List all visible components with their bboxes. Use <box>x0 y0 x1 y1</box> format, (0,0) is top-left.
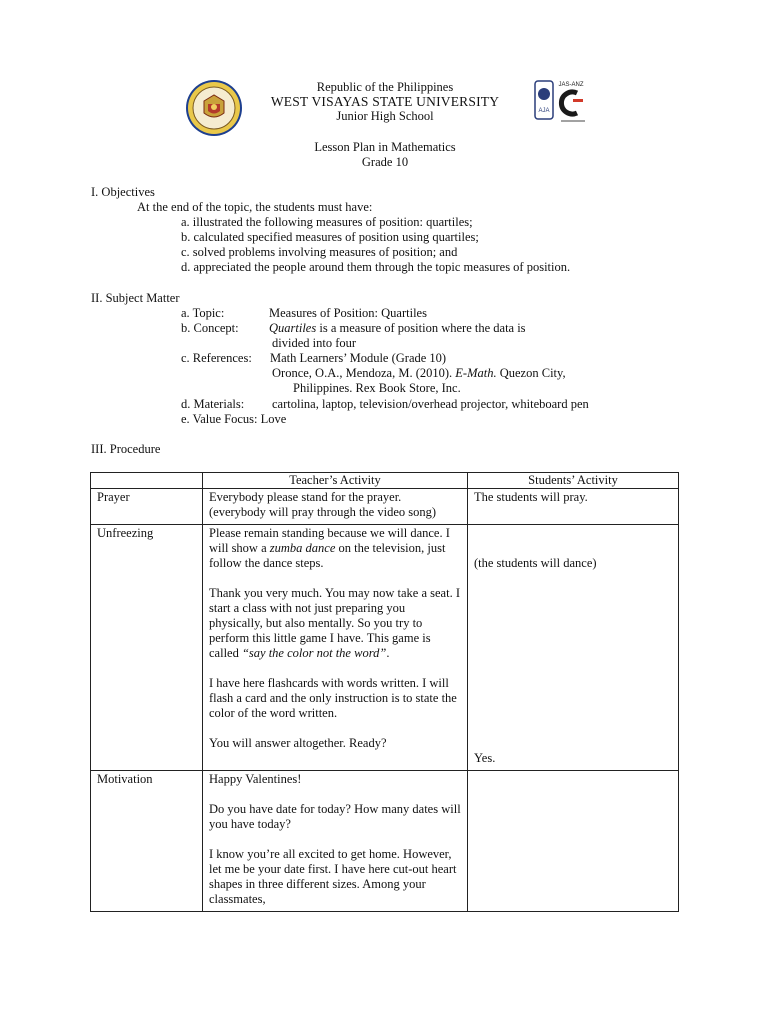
phase-label: Unfreezing <box>91 525 203 771</box>
procedure-table <box>90 472 679 912</box>
republic-line: Republic of the Philippines <box>316 80 454 94</box>
students-activity-header: Students’ Activity <box>468 473 679 489</box>
materials-value: cartolina, laptop, television/overhead projector, whiteboard pen <box>272 397 589 411</box>
aja-jasanz-certification-icon <box>533 79 589 125</box>
university-name: WEST VISAYAS STATE UNIVERSITY <box>270 94 500 109</box>
concept-label: b. Concept: <box>181 321 239 335</box>
procedure-heading: III. Procedure <box>91 442 161 456</box>
table-row-prayer <box>91 489 679 525</box>
reference-2 <box>272 366 566 381</box>
table-header-row <box>91 473 679 489</box>
students-ready-response: Yes. <box>474 751 496 765</box>
table-row-motivation <box>91 771 679 912</box>
school-name: Junior High School <box>336 109 434 123</box>
topic-label: a. Topic: <box>181 306 225 320</box>
teacher-activity <box>203 771 468 912</box>
students-activity <box>468 525 679 771</box>
table-row-unfreezing <box>91 525 679 771</box>
concept-value <box>269 321 526 336</box>
unfreezing-game-intro: Thank you very much. You may now take a seat. I start a class with not just preparing you physically, but also mentally. So you try to perform this little game I have. This game is called “say the color not the word”. <box>209 586 460 660</box>
unfreezing-ready-prompt: You will answer altogether. Ready? <box>209 736 387 750</box>
students-activity-empty <box>468 771 679 912</box>
objectives-heading: I. Objectives <box>91 185 155 199</box>
phase-label: Motivation <box>91 771 203 912</box>
unfreezing-dance-instruction: Please remain standing because we will dance. I will show a zumba dance on the television, just follow the dance steps. <box>209 526 450 570</box>
teacher-activity: Everybody please stand for the prayer. (everybody will pray through the video song) <box>203 489 468 525</box>
aja-label: AJA <box>538 108 550 114</box>
grade-level: Grade 10 <box>361 155 409 169</box>
teacher-activity <box>203 525 468 771</box>
motivation-activity: I know you’re all excited to get home. However, let me be your date first. I have here cut-out heart shapes in three different sizes. Among your classmates, <box>209 847 457 906</box>
teacher-activity-header: Teacher’s Activity <box>203 473 468 489</box>
phase-column-header <box>91 473 203 489</box>
objective-b: b. calculated specified measures of position using quartiles; <box>181 230 479 244</box>
plan-title: Lesson Plan in Mathematics <box>314 140 456 154</box>
motivation-question: Do you have date for today? How many dates will you have today? <box>209 802 461 831</box>
objective-d: d. appreciated the people around them through the topic measures of position. <box>181 260 571 274</box>
value-focus: e. Value Focus: Love <box>181 412 287 426</box>
reference-2-publisher: Philippines. Rex Book Store, Inc. <box>293 381 461 395</box>
objectives-intro: At the end of the topic, the students must have: <box>137 200 373 214</box>
subject-matter-heading: II. Subject Matter <box>91 291 180 305</box>
jasanz-label: JAS-ANZ <box>558 82 584 88</box>
students-dance-response: (the students will dance) <box>474 556 597 570</box>
unfreezing-flashcard-instruction: I have here flashcards with words written. I will flash a card and the only instruction is to state the color of the word written. <box>209 676 457 720</box>
phase-label: Prayer <box>91 489 203 525</box>
reference-2-authors: Oronce, O.A., Mendoza, M. (2010). <box>272 366 456 380</box>
reference-1: Math Learners’ Module (Grade 10) <box>270 351 447 365</box>
objective-c: c. solved problems involving measures of position; and <box>181 245 458 259</box>
reference-2-title: E-Math. <box>455 366 497 380</box>
references-label: c. References: <box>181 351 252 365</box>
objective-a: a. illustrated the following measures of position: quartiles; <box>181 215 473 229</box>
concept-term: Quartiles <box>269 321 317 335</box>
concept-line2: divided into four <box>272 336 357 350</box>
motivation-greeting: Happy Valentines! <box>209 772 302 786</box>
students-activity: The students will pray. <box>468 489 679 525</box>
concept-text: is a measure of position where the data is <box>316 321 526 335</box>
materials-label: d. Materials: <box>181 397 245 411</box>
reference-2-place: Quezon City, <box>496 366 566 380</box>
topic-value: Measures of Position: Quartiles <box>269 306 427 320</box>
